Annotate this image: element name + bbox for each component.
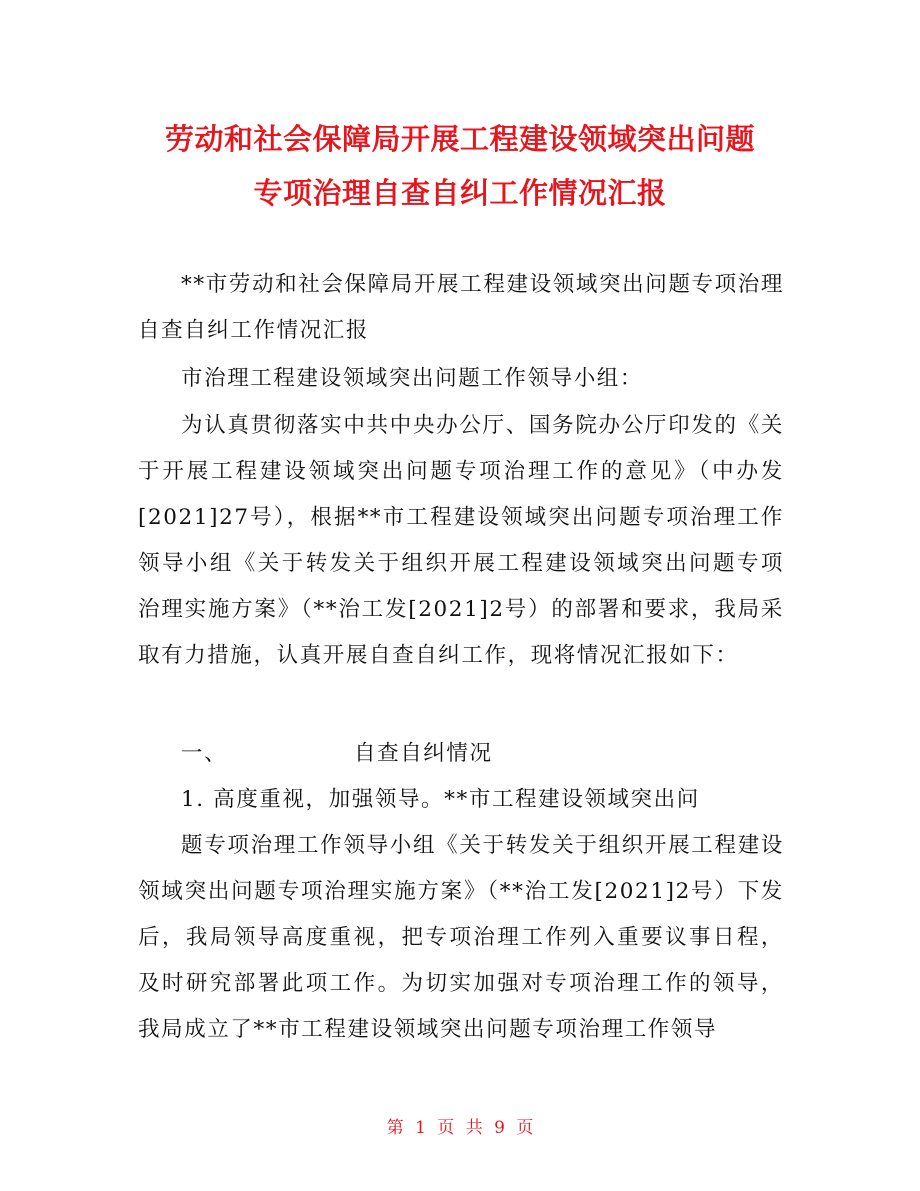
addressee-paragraph [138, 356, 784, 402]
section-number: 一、 [181, 741, 228, 766]
item-1-body-paragraph [138, 823, 784, 1053]
item-1-heading: 1. 高度重视，加强领导。**市工程建设领域突出问 [181, 787, 700, 812]
report-heading-paragraph [138, 262, 784, 354]
document-title-line-2: 专项治理自查自纠工作情况汇报 [253, 176, 667, 210]
page-footer: 第 1 页 共 9 页 [386, 1118, 534, 1138]
paragraph-text: **市劳动和社会保障局开展工程建设领域突出问题专项治理自查自纠工作情况汇报 [138, 272, 784, 343]
document-title-line-1: 劳动和社会保障局开展工程建设领域突出问题 [164, 122, 755, 156]
paragraph-text: 题专项治理工作领导小组《关于转发关于组织开展工程建设领域突出问题专项治理实施方案》（**治工发[2021]2号）下发后，我局领导高度重视，把专项治理工作列入重要议事日程，及时研究部署此项工作。为切实加强对专项治理工作的领导，我局成立了**市工程建设领域突出问题专项治理工作领导 [138, 833, 784, 1042]
paragraph-text: 市治理工程建设领域突出问题工作领导小组： [181, 366, 644, 391]
paragraph-text: 为认真贯彻落实中共中央办公厅、国务院办公厅印发的《关于开展工程建设领域突出问题专项治理工作的意见》（中办发[2021]27号），根据**市工程建设领域突出问题专项治理工作领导小组《关于转发关于组织开展工程建设领域突出问题专项治理实施方案》（**治工发[2021]2号）的部署和要求，我局采取有力措施，认真开展自查自纠工作，现将情况汇报如下： [138, 413, 784, 668]
intro-paragraph [138, 403, 784, 679]
section-title: 自查自纠情况 [354, 741, 493, 766]
